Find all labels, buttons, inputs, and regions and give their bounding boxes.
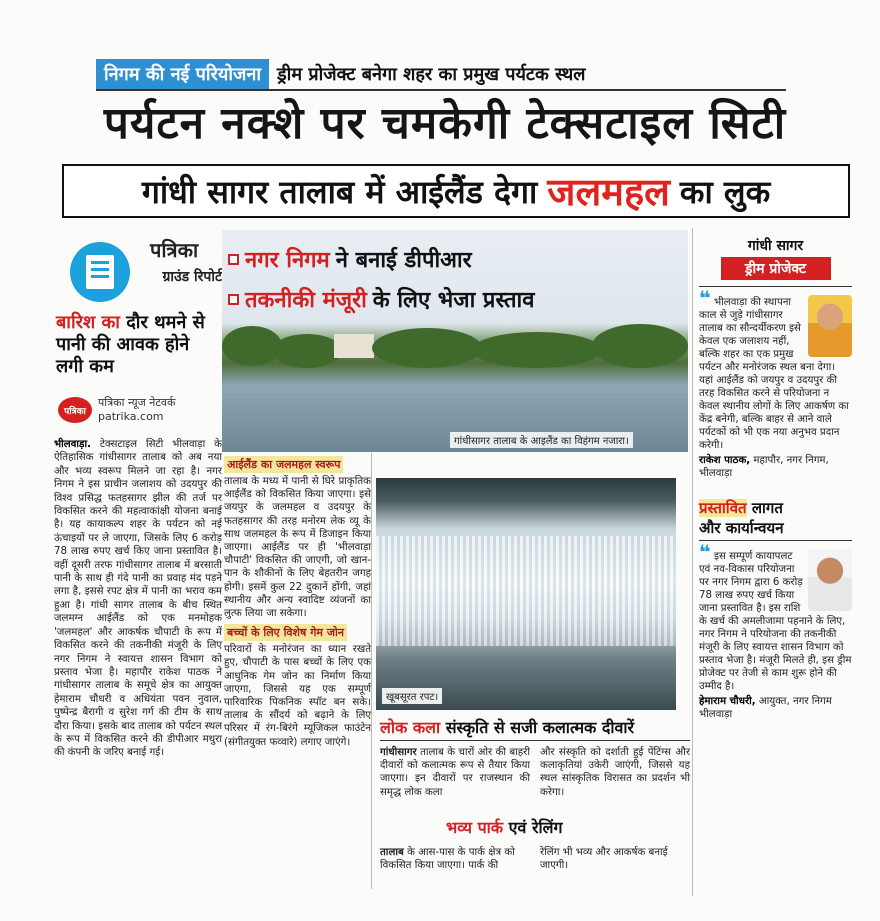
park-heading-rest: एवं रेलिंग: [508, 818, 563, 837]
kicker-text: ड्रीम प्रोजेक्ट बनेगा शहर का प्रमुख पर्यटक स्थल: [277, 64, 586, 85]
island-heading: आईलैंड का जलमहल स्वरूप: [224, 456, 343, 473]
ground-report-icon: [70, 242, 130, 302]
kids-body: परिवारों के मनोरंजन का ध्यान रखते हुए, चौपाटी के पास बच्चों के लिए एक आधुनिक गेम जोन का निर्माण किया जाएगा, जिससे यह एक सम्पूर्ण पारिवारिक पिकनिक स्पॉट बन सके। तालाब के सौंदर्य को बढ़ाने के लिए परिसर में रंग-बिरंगे म्यूजिकल फाउंटेन (संगीतयुक्त फव्वारे) लगाए जाएंगे।: [224, 644, 371, 748]
mayor-portrait: [808, 295, 852, 357]
waterfall-photo: [376, 478, 676, 710]
bullet-square-icon: [228, 254, 239, 265]
lok-heading-rest: संस्कृति से सजी कलात्मक दीवारें: [445, 718, 635, 737]
cost-heading-highlight: प्रस्तावित: [699, 499, 747, 517]
island-body: तालाब के मध्य में पानी से घिरे प्राकृतिक आईलैंड को विकसित किया जाएगा। इसे जयपुर के जलमहल व उदयपुर के फतहसागर की तरह मनोरम लेक व्यू के साथ जलमहल के रूप में डिजाइन किया जाएगा। आईलैंड पर ही 'भीलवाड़ा चौपाटी' विकसित की जाएगी, जो खान-पान के शौकीनों के लिए बेहतरीन जगह होगी। इसमें कुल 22 दुकानें होंगी, जहां स्थानीय और अन्य स्वादिष्ट व्यंजनों का लुत्फ लिया जा सकेगा।: [224, 476, 371, 620]
byline-text: [98, 396, 175, 424]
point-2: [228, 284, 534, 314]
point-2-rest: के लिए भेजा प्रस्ताव: [372, 288, 535, 313]
kicker-divider: [96, 89, 786, 91]
park-col-1-text: के आस-पास के पार्क क्षेत्र को विकसित किया जाएगा। पार्क की: [380, 847, 515, 872]
lok-heading-red: लोक कला: [380, 718, 441, 737]
commissioner-role: आयुक्त, नगर निगम भीलवाड़ा: [699, 696, 832, 720]
mayor-quote-text: भीलवाड़ा की स्थापना काल से जुड़े गांधीसागर तालाब का सौन्दर्यीकरण इसे केवल एक जलाशय नहीं, बल्कि शहर का एक प्रमुख पर्यटन और मनोरंजक स्थल बना देगा। यहां आईलैंड को जयपुर व उदयपुर की तरह विकसित करने से परियोजना न केवल स्थानीय लोगों के लिए आकर्षण का केंद्र बनेगी, बल्कि बाहर से आने वाले पर्यटकों को भी एक नया अनुभव प्रदान करेगी।: [699, 297, 849, 451]
photo-caption: गांधीसागर तालाब के आइलैंड का विहंगम नजारा।: [450, 432, 633, 448]
left-body-lead: भीलवाड़ा.: [54, 439, 91, 450]
right-title: गांधी सागर: [747, 238, 804, 254]
commissioner-quote-text: इस सम्पूर्ण कायापलट एवं नव-विकास परियोजना पर नगर निगम द्वारा 6 करोड़ 78 लाख रुपए खर्च किया जाना प्रस्तावित है। इस राशि के खर्च की अमलीजामा पहनाने के लिए, नगर निगम ने परियोजना की तकनीकी मंजूरी के लिए स्वायत्त शासन विभाग को प्रस्ताव भेजा है। मंजूरी मिलते ही, इस ड्रीम प्रोजेक्ट पर तेजी से काम शुरू होने की उम्मीद है।: [699, 551, 852, 692]
subhead-red: जलमहल: [547, 170, 670, 214]
point-1: [228, 244, 472, 274]
mayor-quote: [699, 286, 852, 452]
patrika-logo-icon: पत्रिका: [58, 397, 92, 423]
mayor-role: महापौर, नगर निगम, भीलवाड़ा: [699, 455, 829, 479]
point-1-red: नगर निगम: [245, 248, 330, 273]
left-headline: [56, 312, 218, 378]
kicker-row: [96, 58, 786, 90]
bullet-square-icon: [228, 294, 239, 305]
kids-heading: बच्चों के लिए विशेष गेम जोन: [224, 624, 347, 641]
lok-col-2: और संस्कृति को दर्शाती हुई पेंटिंग्स और कलाकृतियां उकेरी जाएंगी, जिससे यह स्थल सांस्कृतिक विरासत का प्रदर्शन भी करेगा।: [540, 747, 690, 798]
lok-col-1: [380, 746, 530, 799]
cost-heading: [699, 498, 852, 538]
cost-heading-rest2: और कार्यान्वयन: [699, 519, 784, 537]
dream-project-tag: ड्रीम प्रोजेक्ट: [721, 257, 831, 280]
waterfall-caption: खूबसूरत रपट।: [382, 688, 442, 704]
left-headline-red: बारिश का: [56, 312, 120, 333]
commissioner-portrait: [808, 549, 852, 611]
byline-url: patrika.com: [98, 410, 164, 423]
commissioner-quote: [699, 540, 852, 693]
lok-kala-heading: [380, 716, 690, 738]
cost-heading-rest1: लागत: [751, 499, 783, 517]
point-1-rest: ने बनाई डीपीआर: [335, 248, 472, 273]
commissioner-signature: [699, 695, 852, 721]
byline-network: पत्रिका न्यूज नेटवर्क: [98, 396, 176, 409]
park-col-2: रेलिंग भी भव्य और आकर्षक बनाई जाएगी।: [540, 847, 668, 872]
byline: [58, 390, 218, 430]
commissioner-name: हेमाराम चौधरी,: [699, 696, 756, 707]
left-article-body: [54, 438, 222, 760]
quote-icon: ❝: [699, 286, 711, 310]
quote-icon: ❝: [699, 540, 711, 564]
right-divider: [699, 286, 852, 287]
left-column: [52, 228, 220, 896]
mayor-signature: [699, 454, 852, 480]
park-heading: [446, 816, 563, 838]
park-lead: तालाब: [380, 847, 404, 858]
mayor-name: राकेश पाठक,: [699, 455, 751, 466]
main-headline: पर्यटन नक्शे पर चमकेगी टेक्सटाइल सिटी: [103, 98, 787, 149]
lok-col-1-text: तालाब के चारों ओर की बाहरी दीवारों को कलात्मक रूप से तैयार किया जाएगा। इन दीवारों पर राजस्थान की समृद्ध लोक कला: [380, 747, 530, 798]
left-body-text: टेक्सटाइल सिटी भीलवाड़ा के ऐतिहासिक गांधीसागर तालाब को अब नया और भव्य स्वरूप मिलने जा रहा है। नगर निगम ने इस प्राचीन जलाशय को उदयपुर की विश्व प्रसिद्ध फतहसागर झील की तर्ज पर विकसित करने की महत्वाकांक्षी योजना बनाई है। यह कायाकल्प शहर के पर्यटन को नई ऊंचाइयों पर ले जाएगा, जिसके लिए 6 करोड़ 78 लाख रुपए खर्च किए जाना प्रस्तावित है। वहीं दूसरी तरफ गांधीसागर तालाब में बरसाती पानी के साथ ही गंदे पानी का प्रवाह मंद पड़ने लगा है, इससे रपट क्षेत्र में पानी का भराव कम हुआ है। गांधी सागर तालाब के बीच स्थित जलमग्न आईलैंड को एक मनमोहक 'जलमहल' और आकर्षक चौपाटी के रूप में विकसित करने की तकनीकी मंजूरी के लिए नगर निगम ने स्वायत्त शासन विभाग को प्रस्ताव भेजा है। महापौर राकेश पाठक ने गांधीसागर तालाब के समूचे क्षेत्र का आयुक्त हेमाराम चौधरी व अधियंता पवन नुवाल, पुष्पेन्द्र बैरागी व सुरेश गर्ग की टीम के साथ दौरा किया। इसके बाद तालाब को पर्यटन स्थल के रूप में विकसित करने की डीपीआर मथुरा की कंपनी के जरिए बनाई गई।: [54, 439, 222, 759]
right-column: [692, 228, 852, 896]
point-2-red: तकनीकी मंजूरी: [245, 288, 367, 313]
left-headline-rest: दौर थमने से पानी की आवक होने लगी कम: [56, 312, 205, 377]
park-col-1: [380, 846, 530, 872]
subheadline-box: [62, 164, 850, 218]
kicker-tag: निगम की नई परियोजना: [96, 59, 269, 89]
lok-lead: गांधीसागर: [380, 747, 417, 758]
park-heading-red: भव्य पार्क: [446, 818, 504, 837]
brand-name: पत्रिका: [150, 238, 199, 262]
ground-report-label: ग्राउंड रिपोर्ट: [162, 269, 222, 285]
subhead-before: गांधी सागर तालाब में आईलैंड देगा: [141, 172, 538, 211]
subhead-after: का लुक: [679, 172, 771, 211]
right-divider-2: [699, 540, 852, 541]
middle-column: [224, 453, 372, 889]
lok-divider: [380, 740, 690, 741]
